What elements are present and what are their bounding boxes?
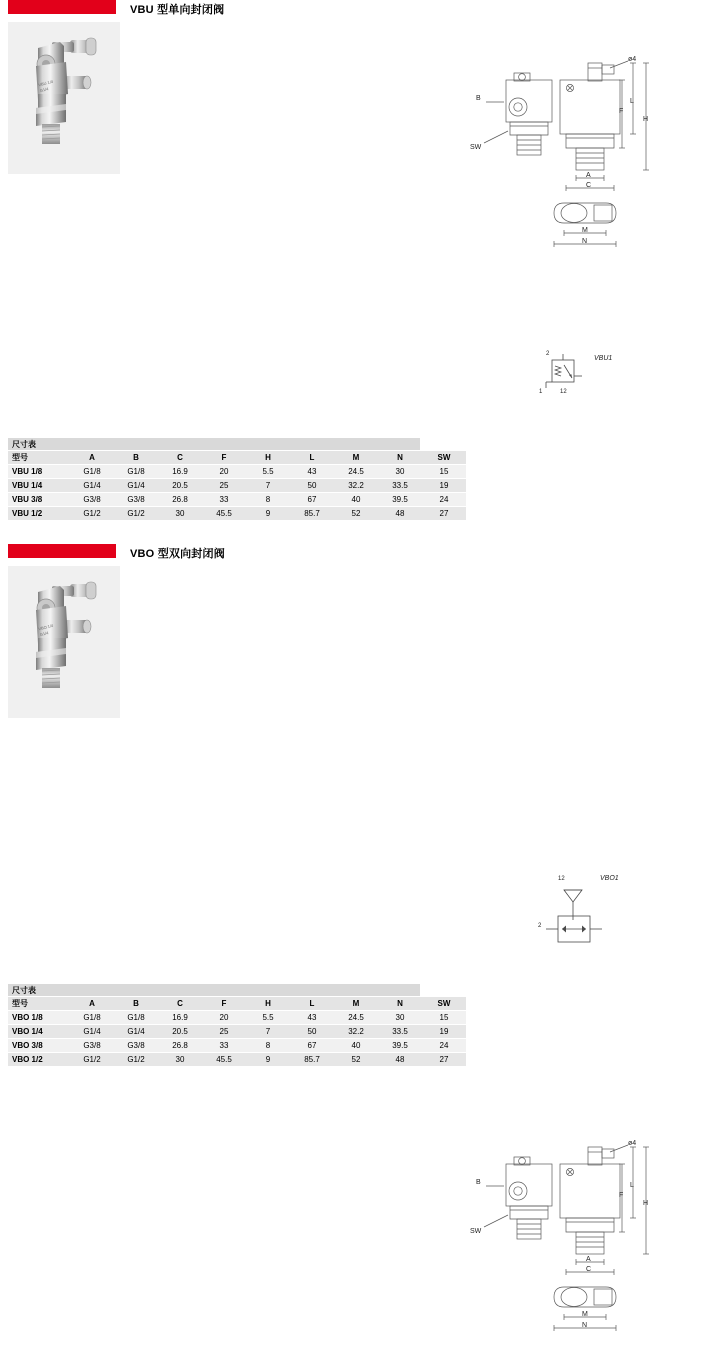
svg-text:G1/4: G1/4 [39, 630, 49, 638]
drawing-label-sw: SW [470, 1228, 482, 1235]
cell-a: G3/8 [70, 1039, 114, 1053]
drawing-label-sw: SW [470, 144, 482, 151]
drawing-label-h: H [643, 116, 649, 123]
accent-bar [8, 544, 116, 558]
cell-c: 30 [158, 507, 202, 521]
cell-n: 33.5 [378, 1025, 422, 1039]
th-m: M [334, 451, 378, 465]
th-sw: SW [422, 997, 466, 1011]
table-header-row [8, 997, 466, 1011]
th-f: F [202, 997, 246, 1011]
cell-f: 45.5 [202, 507, 246, 521]
cell-m: 40 [334, 493, 378, 507]
cell-c: 20.5 [158, 479, 202, 493]
cell-h: 7 [246, 1025, 290, 1039]
cell-c: 26.8 [158, 1039, 202, 1053]
symbol-port-left: 2 [538, 923, 542, 929]
table-vbo [8, 997, 466, 1067]
drawing-label-b: B [476, 1179, 481, 1186]
cell-f: 33 [202, 493, 246, 507]
th-h: H [246, 997, 290, 1011]
cell-a: G1/2 [70, 1053, 114, 1067]
cell-n: 30 [378, 465, 422, 479]
cell-l: 50 [290, 1025, 334, 1039]
cell-m: 32.2 [334, 479, 378, 493]
cell-sw: 15 [422, 1011, 466, 1025]
cell-m: 52 [334, 507, 378, 521]
table-row [8, 1025, 466, 1039]
cell-h: 5.5 [246, 1011, 290, 1025]
cell-model: VBO 3/8 [8, 1039, 70, 1053]
th-b: B [114, 451, 158, 465]
cell-a: G1/8 [70, 1011, 114, 1025]
drawing-label-n: N [582, 1322, 588, 1329]
th-m: M [334, 997, 378, 1011]
cell-n: 39.5 [378, 1039, 422, 1053]
cell-n: 39.5 [378, 493, 422, 507]
cell-l: 67 [290, 1039, 334, 1053]
drawing-label-d4: ø4 [628, 1140, 637, 1147]
cell-sw: 27 [422, 1053, 466, 1067]
table-vbu [8, 451, 466, 521]
th-h: H [246, 451, 290, 465]
drawing-label-c: C [586, 182, 592, 189]
cell-n: 33.5 [378, 479, 422, 493]
th-a: A [70, 997, 114, 1011]
dimension-table-vbo [8, 984, 451, 1067]
table-caption: 尺寸表 [8, 984, 420, 997]
cell-f: 45.5 [202, 1053, 246, 1067]
th-n: N [378, 451, 422, 465]
svg-text:VBU 1/4: VBU 1/4 [37, 78, 54, 88]
drawing-label-f: F [619, 1192, 624, 1199]
cell-sw: 15 [422, 465, 466, 479]
cell-m: 24.5 [334, 1011, 378, 1025]
cell-model: VBO 1/4 [8, 1025, 70, 1039]
cell-a: G3/8 [70, 493, 114, 507]
th-b: B [114, 997, 158, 1011]
table-row [8, 479, 466, 493]
drawing-label-m: M [582, 227, 588, 234]
th-a: A [70, 451, 114, 465]
drawing-label-c: C [586, 1266, 592, 1273]
svg-text:G1/4: G1/4 [39, 86, 49, 94]
symbol-port-right: 12 [560, 389, 567, 395]
cell-n: 48 [378, 507, 422, 521]
table-caption: 尺寸表 [8, 438, 420, 451]
cell-m: 40 [334, 1039, 378, 1053]
product-section-vbu [0, 0, 724, 544]
th-n: N [378, 997, 422, 1011]
page-title: VBO 型双向封闭阀 [130, 548, 225, 560]
cell-sw: 24 [422, 1039, 466, 1053]
drawing-label-m: M [582, 1311, 588, 1318]
cell-a: G1/4 [70, 1025, 114, 1039]
cell-c: 16.9 [158, 465, 202, 479]
cell-l: 85.7 [290, 507, 334, 521]
product-photo-vbu [8, 22, 120, 174]
th-f: F [202, 451, 246, 465]
cell-h: 8 [246, 493, 290, 507]
product-section-vbo [0, 544, 724, 1329]
table-row [8, 493, 466, 507]
cell-l: 43 [290, 1011, 334, 1025]
cell-b: G1/2 [114, 507, 158, 521]
symbol-port-left: 1 [539, 389, 543, 395]
technical-drawing-vbo [470, 1139, 690, 1349]
cell-l: 67 [290, 493, 334, 507]
cell-sw: 19 [422, 479, 466, 493]
cell-c: 16.9 [158, 1011, 202, 1025]
drawing-label-b: B [476, 95, 481, 102]
cell-b: G3/8 [114, 493, 158, 507]
drawing-label-d4: ø4 [628, 56, 637, 63]
th-c: C [158, 997, 202, 1011]
cell-b: G1/8 [114, 465, 158, 479]
dimension-table-vbu [8, 438, 451, 521]
cell-model: VBU 1/2 [8, 507, 70, 521]
cell-h: 9 [246, 507, 290, 521]
cell-b: G1/2 [114, 1053, 158, 1067]
page-title: VBU 型单向封闭阀 [130, 4, 225, 16]
cell-b: G1/4 [114, 1025, 158, 1039]
th-l: L [290, 997, 334, 1011]
drawing-label-f: F [619, 108, 624, 115]
symbol-name: VBU1 [594, 355, 613, 362]
cell-a: G1/8 [70, 465, 114, 479]
cell-c: 26.8 [158, 493, 202, 507]
cell-h: 7 [246, 479, 290, 493]
cell-model: VBO 1/8 [8, 1011, 70, 1025]
cell-c: 20.5 [158, 1025, 202, 1039]
cell-h: 5.5 [246, 465, 290, 479]
table-row [8, 1039, 466, 1053]
cell-n: 30 [378, 1011, 422, 1025]
drawing-label-l: L [630, 98, 634, 105]
pneumatic-symbol-vbu [538, 348, 628, 404]
technical-drawing-vbu [470, 55, 690, 265]
cell-a: G1/2 [70, 507, 114, 521]
cell-h: 9 [246, 1053, 290, 1067]
drawing-label-a: A [586, 1256, 591, 1263]
cell-model: VBU 1/8 [8, 465, 70, 479]
cell-sw: 27 [422, 507, 466, 521]
drawing-label-n: N [582, 238, 588, 245]
cell-f: 25 [202, 479, 246, 493]
cell-c: 30 [158, 1053, 202, 1067]
cell-b: G1/8 [114, 1011, 158, 1025]
symbol-port-top: 12 [558, 876, 565, 882]
cell-l: 85.7 [290, 1053, 334, 1067]
cell-b: G3/8 [114, 1039, 158, 1053]
symbol-name: VBO1 [600, 875, 619, 882]
th-model: 型号 [8, 997, 70, 1011]
cell-a: G1/4 [70, 479, 114, 493]
cell-n: 48 [378, 1053, 422, 1067]
table-row [8, 1053, 466, 1067]
product-photo-vbo [8, 566, 120, 718]
cell-l: 43 [290, 465, 334, 479]
symbol-port-top: 2 [546, 351, 550, 357]
cell-m: 24.5 [334, 465, 378, 479]
th-model: 型号 [8, 451, 70, 465]
table-row [8, 1011, 466, 1025]
cell-f: 20 [202, 465, 246, 479]
cell-l: 50 [290, 479, 334, 493]
cell-m: 52 [334, 1053, 378, 1067]
cell-model: VBU 1/4 [8, 479, 70, 493]
drawing-label-a: A [586, 172, 591, 179]
cell-b: G1/4 [114, 479, 158, 493]
cell-f: 25 [202, 1025, 246, 1039]
cell-sw: 24 [422, 493, 466, 507]
table-row [8, 465, 466, 479]
cell-model: VBO 1/2 [8, 1053, 70, 1067]
cell-f: 33 [202, 1039, 246, 1053]
cell-m: 32.2 [334, 1025, 378, 1039]
cell-sw: 19 [422, 1025, 466, 1039]
cell-h: 8 [246, 1039, 290, 1053]
drawing-label-h: H [643, 1200, 649, 1207]
pneumatic-symbol-vbo [536, 862, 636, 952]
cell-model: VBU 3/8 [8, 493, 70, 507]
svg-text:VBO 1/4: VBO 1/4 [37, 622, 54, 632]
table-header-row [8, 451, 466, 465]
th-l: L [290, 451, 334, 465]
cell-f: 20 [202, 1011, 246, 1025]
drawing-label-l: L [630, 1182, 634, 1189]
th-c: C [158, 451, 202, 465]
table-row [8, 507, 466, 521]
accent-bar [8, 0, 116, 14]
th-sw: SW [422, 451, 466, 465]
